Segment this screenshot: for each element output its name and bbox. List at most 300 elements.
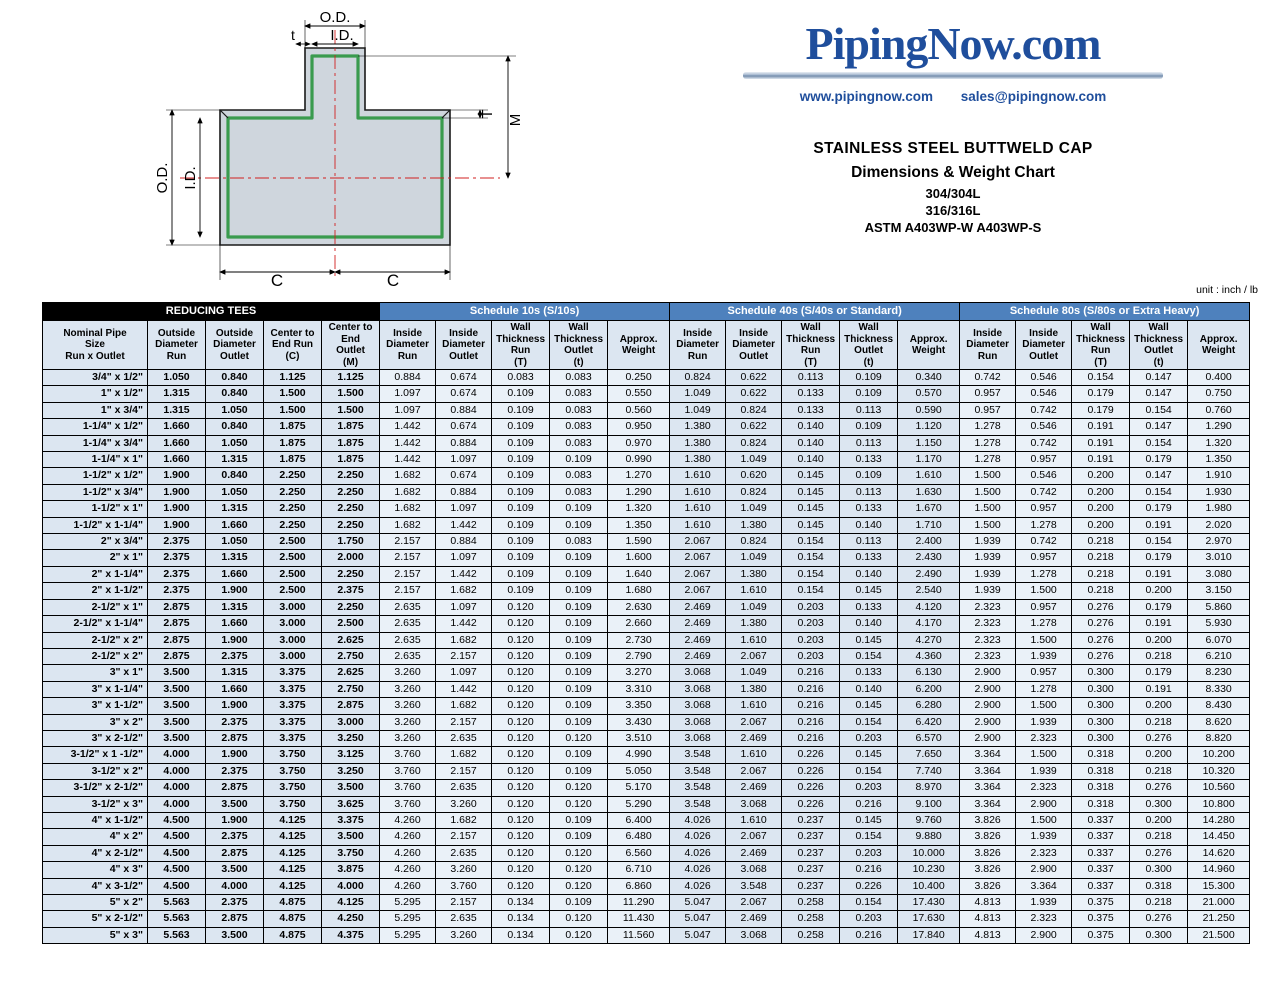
cell-value: 0.400 — [1188, 370, 1250, 386]
cell-value: 4.813 — [960, 895, 1016, 911]
cell-value: 0.258 — [782, 927, 840, 943]
cell-value: 1.500 — [264, 402, 322, 418]
cell-value: 0.154 — [840, 763, 898, 779]
cell-value: 1.875 — [322, 435, 380, 451]
cell-value: 0.840 — [206, 419, 264, 435]
table-row — [43, 370, 1250, 386]
cell-value: 2.000 — [322, 550, 380, 566]
cell-value: 2.500 — [322, 616, 380, 632]
cell-value: 1.939 — [960, 583, 1016, 599]
cell-value: 1.442 — [380, 419, 436, 435]
cell-value: 0.109 — [840, 386, 898, 402]
cell-value: 1.270 — [608, 468, 670, 484]
cell-value: 2.067 — [726, 763, 782, 779]
cell-value: 2.067 — [670, 534, 726, 550]
cell-value: 0.109 — [550, 501, 608, 517]
cell-value: 6.070 — [1188, 632, 1250, 648]
cell-value: 0.546 — [1016, 370, 1072, 386]
cell-value: 1.380 — [726, 566, 782, 582]
cell-value: 2.323 — [1016, 845, 1072, 861]
cell-nominal-size: 5" x 2-1/2" — [43, 911, 148, 927]
cell-value: 1.278 — [960, 452, 1016, 468]
column-header-8: Wall Thickness Outlet (t) — [550, 321, 608, 370]
svg-text:t: t — [291, 27, 295, 43]
cell-value: 11.430 — [608, 911, 670, 927]
cell-value: 8.820 — [1188, 730, 1250, 746]
cell-value: 2.635 — [436, 780, 492, 796]
cell-value: 2.750 — [322, 648, 380, 664]
cell-value: 0.674 — [436, 468, 492, 484]
cell-value: 0.109 — [492, 566, 550, 582]
material-grade-304: 304/304L — [925, 186, 981, 201]
cell-value: 3.260 — [380, 665, 436, 681]
cell-value: 1.442 — [436, 566, 492, 582]
cell-value: 3.375 — [264, 714, 322, 730]
cell-value: 1.610 — [726, 698, 782, 714]
cell-value: 0.546 — [1016, 468, 1072, 484]
cell-value: 3.364 — [960, 747, 1016, 763]
cell-value: 3.750 — [264, 780, 322, 796]
cell-value: 0.884 — [436, 435, 492, 451]
table-row — [43, 780, 1250, 796]
cell-value: 0.550 — [608, 386, 670, 402]
table-row — [43, 419, 1250, 435]
cell-value: 0.133 — [840, 452, 898, 468]
cell-value: 1.442 — [380, 435, 436, 451]
cell-value: 0.179 — [1130, 665, 1188, 681]
cell-value: 1.682 — [380, 468, 436, 484]
cell-value: 3.080 — [1188, 566, 1250, 582]
cell-value: 1.939 — [960, 550, 1016, 566]
cell-value: 0.109 — [550, 714, 608, 730]
cell-value: 1.278 — [1016, 616, 1072, 632]
cell-value: 1.170 — [898, 452, 960, 468]
cell-value: 1.500 — [960, 501, 1016, 517]
cell-value: 0.120 — [492, 730, 550, 746]
cell-value: 0.154 — [840, 648, 898, 664]
cell-value: 0.120 — [492, 845, 550, 861]
cell-value: 0.300 — [1130, 927, 1188, 943]
cell-value: 6.130 — [898, 665, 960, 681]
cell-value: 0.375 — [1072, 895, 1130, 911]
cell-value: 4.813 — [960, 927, 1016, 943]
cell-value: 5.047 — [670, 895, 726, 911]
cell-value: 2.875 — [206, 730, 264, 746]
cell-value: 0.120 — [550, 927, 608, 943]
cell-value: 1.682 — [380, 484, 436, 500]
cell-value: 2.067 — [670, 583, 726, 599]
cell-value: 0.120 — [492, 648, 550, 664]
cell-value: 0.203 — [782, 648, 840, 664]
cell-value: 0.140 — [840, 681, 898, 697]
cell-value: 4.000 — [148, 763, 206, 779]
cell-nominal-size: 1" x 1/2" — [43, 386, 148, 402]
cell-value: 10.320 — [1188, 763, 1250, 779]
cell-value: 2.157 — [436, 829, 492, 845]
cell-value: 2.469 — [726, 911, 782, 927]
cell-value: 1.500 — [322, 402, 380, 418]
cell-value: 0.218 — [1072, 550, 1130, 566]
cell-value: 3.068 — [670, 665, 726, 681]
cell-value: 5.295 — [380, 927, 436, 943]
cell-value: 1.660 — [206, 566, 264, 582]
unit-note: unit : inch / lb — [1196, 284, 1258, 296]
cell-value: 1.875 — [322, 419, 380, 435]
cell-value: 1.900 — [148, 501, 206, 517]
cell-value: 1.980 — [1188, 501, 1250, 517]
cell-value: 8.970 — [898, 780, 960, 796]
cell-value: 1.315 — [206, 452, 264, 468]
cell-value: 1.442 — [380, 452, 436, 468]
cell-value: 0.742 — [1016, 435, 1072, 451]
cell-value: 0.120 — [492, 632, 550, 648]
cell-value: 2.157 — [436, 895, 492, 911]
cell-value: 3.510 — [608, 730, 670, 746]
cell-value: 0.218 — [1130, 895, 1188, 911]
cell-nominal-size: 3" x 1" — [43, 665, 148, 681]
cell-value: 1.682 — [380, 517, 436, 533]
cell-nominal-size: 2" x 1" — [43, 550, 148, 566]
cell-value: 8.330 — [1188, 681, 1250, 697]
cell-nominal-size: 3/4" x 1/2" — [43, 370, 148, 386]
column-header-16: Inside Diameter Outlet — [1016, 321, 1072, 370]
cell-value: 0.337 — [1072, 878, 1130, 894]
cell-value: 1.500 — [264, 386, 322, 402]
cell-value: 2.730 — [608, 632, 670, 648]
cell-value: 0.179 — [1130, 550, 1188, 566]
cell-value: 3.826 — [960, 845, 1016, 861]
cell-value: 0.145 — [840, 698, 898, 714]
cell-value: 0.250 — [608, 370, 670, 386]
cell-value: 3.350 — [608, 698, 670, 714]
cell-value: 0.300 — [1072, 681, 1130, 697]
cell-value: 2.790 — [608, 648, 670, 664]
cell-value: 0.200 — [1130, 698, 1188, 714]
cell-value: 0.276 — [1130, 730, 1188, 746]
cell-value: 2.067 — [670, 566, 726, 582]
cell-value: 1.610 — [670, 468, 726, 484]
cell-value: 4.813 — [960, 911, 1016, 927]
cell-value: 0.750 — [1188, 386, 1250, 402]
column-header-18: Wall Thickness Outlet (t) — [1130, 321, 1188, 370]
cell-value: 0.560 — [608, 402, 670, 418]
cell-value: 3.000 — [264, 599, 322, 615]
cell-value: 1.380 — [726, 517, 782, 533]
cell-value: 9.880 — [898, 829, 960, 845]
cell-value: 2.900 — [1016, 862, 1072, 878]
table-row — [43, 534, 1250, 550]
column-header-15: Inside Diameter Run — [960, 321, 1016, 370]
cell-value: 1.500 — [1016, 698, 1072, 714]
cell-value: 4.500 — [148, 878, 206, 894]
cell-value: 2.067 — [726, 648, 782, 664]
cell-value: 4.125 — [264, 878, 322, 894]
cell-value: 3.500 — [322, 780, 380, 796]
cell-value: 1.097 — [380, 402, 436, 418]
cell-nominal-size: 3" x 2-1/2" — [43, 730, 148, 746]
cell-value: 1.290 — [1188, 419, 1250, 435]
cell-value: 4.250 — [322, 911, 380, 927]
cell-value: 0.120 — [492, 763, 550, 779]
cell-nominal-size: 3" x 1-1/2" — [43, 698, 148, 714]
cell-value: 0.957 — [1016, 452, 1072, 468]
cell-value: 1.910 — [1188, 468, 1250, 484]
cell-value: 0.109 — [550, 452, 608, 468]
cell-value: 0.154 — [840, 829, 898, 845]
cell-value: 0.109 — [550, 517, 608, 533]
cell-value: 1.125 — [264, 370, 322, 386]
cell-value: 2.157 — [380, 583, 436, 599]
cell-value: 2.157 — [436, 763, 492, 779]
cell-value: 0.191 — [1072, 435, 1130, 451]
cell-value: 0.200 — [1072, 501, 1130, 517]
cell-value: 0.154 — [1130, 534, 1188, 550]
cell-value: 0.216 — [782, 730, 840, 746]
cell-value: 3.430 — [608, 714, 670, 730]
table-row — [43, 895, 1250, 911]
cell-nominal-size: 3" x 2" — [43, 714, 148, 730]
cell-value: 1.125 — [322, 370, 380, 386]
cell-value: 0.133 — [840, 599, 898, 615]
cell-value: 1.660 — [148, 435, 206, 451]
cell-value: 1.442 — [436, 616, 492, 632]
cell-value: 3.068 — [726, 927, 782, 943]
group-schedule-10s: Schedule 10s (S/10s) — [380, 303, 670, 321]
cell-value: 3.500 — [322, 829, 380, 845]
cell-value: 0.276 — [1130, 780, 1188, 796]
cell-value: 1.500 — [1016, 812, 1072, 828]
cell-value: 2.469 — [670, 616, 726, 632]
cell-value: 0.154 — [782, 583, 840, 599]
cell-value: 5.295 — [380, 911, 436, 927]
cell-value: 5.860 — [1188, 599, 1250, 615]
table-row — [43, 927, 1250, 943]
cell-value: 1.610 — [726, 632, 782, 648]
cell-value: 0.109 — [550, 616, 608, 632]
group-reducing-tees: REDUCING TEES — [43, 303, 380, 321]
cell-value: 3.760 — [380, 747, 436, 763]
cell-value: 0.203 — [782, 616, 840, 632]
cell-value: 0.120 — [492, 862, 550, 878]
cell-value: 0.590 — [898, 402, 960, 418]
cell-value: 0.120 — [492, 698, 550, 714]
column-header-3: Center to End Run (C) — [264, 321, 322, 370]
cell-value: 2.900 — [960, 714, 1016, 730]
cell-value: 2.900 — [960, 730, 1016, 746]
cell-value: 2.900 — [960, 665, 1016, 681]
cell-value: 2.875 — [148, 599, 206, 615]
cell-value: 0.109 — [550, 648, 608, 664]
cell-value: 0.179 — [1072, 386, 1130, 402]
cell-value: 4.875 — [264, 911, 322, 927]
cell-value: 3.760 — [380, 763, 436, 779]
cell-value: 0.200 — [1072, 484, 1130, 500]
website-link[interactable]: www.pipingnow.com — [799, 89, 934, 105]
cell-value: 17.630 — [898, 911, 960, 927]
cell-value: 14.450 — [1188, 829, 1250, 845]
cell-value: 0.957 — [960, 402, 1016, 418]
cell-value: 0.546 — [1016, 386, 1072, 402]
cell-value: 1.500 — [960, 484, 1016, 500]
cell-value: 0.120 — [550, 730, 608, 746]
cell-value: 0.824 — [670, 370, 726, 386]
cell-value: 0.674 — [436, 370, 492, 386]
cell-value: 0.200 — [1072, 517, 1130, 533]
cell-value: 1.939 — [1016, 648, 1072, 664]
cell-value: 0.200 — [1130, 812, 1188, 828]
cell-value: 0.120 — [492, 878, 550, 894]
cell-value: 0.216 — [782, 714, 840, 730]
cell-value: 1.380 — [726, 616, 782, 632]
cell-value: 0.990 — [608, 452, 670, 468]
cell-value: 5.295 — [380, 895, 436, 911]
cell-value: 8.430 — [1188, 698, 1250, 714]
cell-value: 2.375 — [148, 566, 206, 582]
cell-value: 1.900 — [206, 632, 264, 648]
table-row — [43, 566, 1250, 582]
cell-value: 3.068 — [670, 698, 726, 714]
cell-value: 2.970 — [1188, 534, 1250, 550]
cell-value: 1.939 — [960, 566, 1016, 582]
cell-value: 1.900 — [206, 812, 264, 828]
cell-value: 1.380 — [670, 435, 726, 451]
brand-contact — [648, 89, 1258, 104]
cell-value: 0.140 — [782, 435, 840, 451]
cell-value: 0.154 — [782, 566, 840, 582]
cell-value: 0.109 — [840, 419, 898, 435]
cell-value: 0.674 — [436, 419, 492, 435]
cell-value: 15.300 — [1188, 878, 1250, 894]
cell-value: 3.826 — [960, 829, 1016, 845]
cell-value: 4.500 — [148, 829, 206, 845]
group-schedule-40s: Schedule 40s (S/40s or Standard) — [670, 303, 960, 321]
cell-value: 1.682 — [436, 632, 492, 648]
cell-value: 0.154 — [1130, 402, 1188, 418]
cell-value: 1.660 — [206, 616, 264, 632]
cell-value: 1.610 — [898, 468, 960, 484]
cell-value: 0.674 — [436, 386, 492, 402]
cell-value: 2.875 — [148, 648, 206, 664]
cell-value: 0.203 — [782, 599, 840, 615]
brand-divider — [743, 72, 1163, 79]
cell-value: 2.323 — [960, 616, 1016, 632]
cell-value: 1.875 — [264, 452, 322, 468]
cell-value: 11.290 — [608, 895, 670, 911]
cell-value: 10.400 — [898, 878, 960, 894]
cell-value: 1.600 — [608, 550, 670, 566]
table-row — [43, 484, 1250, 500]
cell-value: 0.154 — [840, 714, 898, 730]
cell-value: 1.049 — [726, 665, 782, 681]
cell-value: 2.875 — [148, 616, 206, 632]
cell-value: 0.109 — [492, 534, 550, 550]
group-schedule-80s: Schedule 80s (S/80s or Extra Heavy) — [960, 303, 1250, 321]
cell-value: 0.109 — [550, 566, 608, 582]
cell-value: 2.875 — [206, 911, 264, 927]
cell-value: 0.276 — [1072, 648, 1130, 664]
cell-value: 5.170 — [608, 780, 670, 796]
cell-value: 6.710 — [608, 862, 670, 878]
cell-value: 17.840 — [898, 927, 960, 943]
cell-value: 4.000 — [148, 796, 206, 812]
cell-value: 5.047 — [670, 927, 726, 943]
cell-value: 2.469 — [726, 780, 782, 796]
cell-value: 3.750 — [322, 845, 380, 861]
cell-value: 1.350 — [1188, 452, 1250, 468]
cell-nominal-size: 5" x 3" — [43, 927, 148, 943]
cell-value: 3.375 — [322, 812, 380, 828]
cell-value: 2.625 — [322, 665, 380, 681]
cell-value: 21.250 — [1188, 911, 1250, 927]
cell-value: 2.635 — [380, 616, 436, 632]
cell-nominal-size: 1-1/4" x 1/2" — [43, 419, 148, 435]
cell-value: 1.278 — [960, 419, 1016, 435]
cell-value: 1.278 — [1016, 566, 1072, 582]
cell-value: 3.260 — [380, 681, 436, 697]
cell-value: 3.068 — [726, 862, 782, 878]
cell-value: 0.120 — [492, 780, 550, 796]
cell-value: 4.026 — [670, 862, 726, 878]
cell-value: 3.826 — [960, 862, 1016, 878]
cell-nominal-size: 1-1/4" x 1" — [43, 452, 148, 468]
cell-value: 0.145 — [840, 812, 898, 828]
cell-value: 4.375 — [322, 927, 380, 943]
cell-value: 4.270 — [898, 632, 960, 648]
svg-text:O.D.: O.D. — [319, 10, 351, 26]
cell-value: 8.230 — [1188, 665, 1250, 681]
cell-value: 1.315 — [206, 501, 264, 517]
cell-value: 0.109 — [550, 550, 608, 566]
cell-nominal-size: 1-1/2" x 1-1/4" — [43, 517, 148, 533]
cell-value: 0.154 — [1130, 484, 1188, 500]
table-row — [43, 452, 1250, 468]
cell-value: 0.154 — [1130, 435, 1188, 451]
cell-value: 0.109 — [840, 370, 898, 386]
email-link[interactable]: sales@pipingnow.com — [960, 89, 1107, 105]
cell-value: 2.250 — [264, 517, 322, 533]
cell-value: 3.000 — [264, 632, 322, 648]
cell-value: 1.049 — [670, 386, 726, 402]
cell-value: 1.930 — [1188, 484, 1250, 500]
table-row — [43, 747, 1250, 763]
cell-value: 0.154 — [840, 895, 898, 911]
cell-value: 3.068 — [726, 796, 782, 812]
table-row — [43, 714, 1250, 730]
cell-value: 0.109 — [550, 599, 608, 615]
tee-dimension-diagram — [110, 10, 630, 290]
cell-value: 0.109 — [550, 583, 608, 599]
cell-value: 3.260 — [436, 862, 492, 878]
cell-value: 4.026 — [670, 878, 726, 894]
cell-value: 0.120 — [550, 911, 608, 927]
cell-value: 0.140 — [840, 566, 898, 582]
cell-value: 2.250 — [322, 599, 380, 615]
cell-value: 1.315 — [206, 550, 264, 566]
cell-value: 0.203 — [840, 780, 898, 796]
cell-value: 0.884 — [380, 370, 436, 386]
cell-value: 0.884 — [436, 484, 492, 500]
cell-value: 0.318 — [1072, 747, 1130, 763]
cell-value: 0.570 — [898, 386, 960, 402]
cell-value: 0.276 — [1072, 616, 1130, 632]
column-header-9: Approx. Weight — [608, 321, 670, 370]
cell-value: 3.310 — [608, 681, 670, 697]
cell-value: 2.323 — [1016, 911, 1072, 927]
cell-value: 0.840 — [206, 370, 264, 386]
cell-value: 2.157 — [436, 714, 492, 730]
cell-value: 3.500 — [148, 698, 206, 714]
cell-nominal-size: 4" x 2-1/2" — [43, 845, 148, 861]
